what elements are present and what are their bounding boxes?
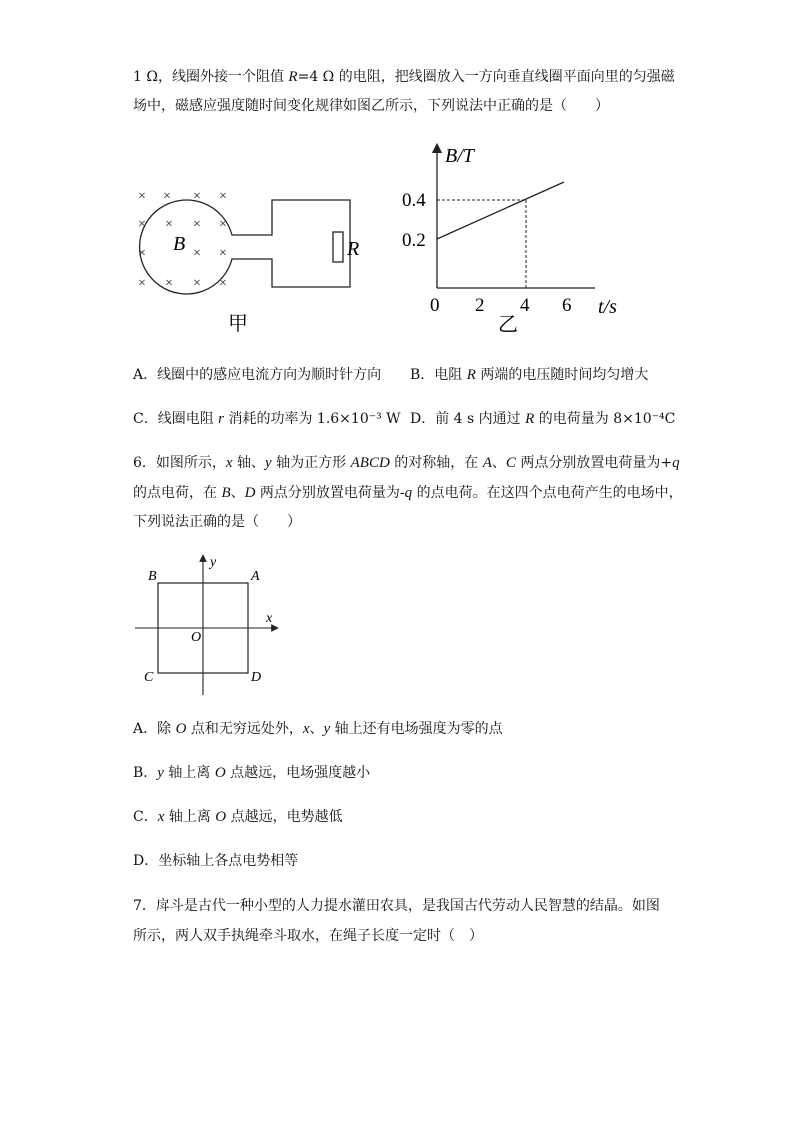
- cross: ×: [165, 217, 173, 232]
- cross: ×: [193, 217, 201, 232]
- text: 1 Ω，线圈外接一个阻值: [133, 69, 289, 85]
- label-b: B: [148, 569, 157, 584]
- q5-option-a: A．线圈中的感应电流方向为顺时针方向: [133, 367, 382, 383]
- var-C: C: [505, 455, 516, 471]
- q6-option-a: [133, 718, 503, 738]
- cross: ×: [138, 246, 146, 261]
- var-q: q: [672, 455, 680, 471]
- line-b-vs-t: [437, 182, 564, 239]
- var-y: y: [157, 765, 164, 781]
- text: 两点分别放置电荷量为-: [255, 485, 405, 501]
- cross: ×: [193, 189, 201, 204]
- text: 的点电荷，在: [133, 485, 222, 501]
- text: 、: [491, 455, 506, 471]
- label-a: A: [251, 569, 260, 584]
- label-y: y: [210, 555, 217, 570]
- var-B: B: [221, 485, 231, 501]
- x-tick-6: 6: [562, 295, 572, 316]
- text: 、: [230, 485, 245, 501]
- text: 点越远，电势越低: [226, 809, 343, 825]
- var-A: A: [482, 455, 492, 471]
- y-axis-label-text: B/T: [445, 145, 474, 167]
- text: 的电荷量为 8×10⁻⁴C: [534, 411, 676, 427]
- text: =4 Ω 的电阻，把线圈放入一方向垂直线圈平面向里的匀强磁: [297, 69, 675, 85]
- cross: ×: [219, 276, 227, 291]
- q7-stem-line-2: 所示，两人双手执绳牵斗取水，在绳子长度一定时（ ）: [133, 928, 483, 944]
- q7-stem-line-1: 7．戽斗是古代一种小型的人力提水灌田农具，是我国古代劳动人民智慧的结晶。如图: [133, 898, 660, 914]
- q5-stem-line-2: 场中，磁感应强度随时间变化规律如图乙所示，下列说法中正确的是（ ）: [133, 98, 609, 114]
- x-axis-label: t/s: [598, 296, 617, 318]
- cross: ×: [193, 276, 201, 291]
- cross: ×: [219, 189, 227, 204]
- text: C．线圈电阻: [133, 411, 219, 427]
- text: 消耗的功率为 1.6×10⁻³ W: [224, 411, 401, 427]
- figure-caption-yi: 乙: [498, 314, 518, 336]
- resistor-symbol: [333, 232, 343, 262]
- q5-stem-line-1: [133, 66, 675, 89]
- coil-b-label: B: [173, 233, 186, 255]
- text: C．: [133, 809, 158, 825]
- text: 两端的电压随时间均匀增大: [475, 367, 649, 383]
- var-D: D: [244, 485, 256, 501]
- text: 轴、: [232, 455, 266, 471]
- text: B．: [133, 765, 158, 781]
- q5-figure-yi: [390, 138, 630, 338]
- var-r: r: [218, 411, 225, 427]
- x-tick-0: 0: [430, 295, 440, 316]
- var-O: O: [214, 765, 226, 781]
- q5-option-b: [410, 364, 648, 384]
- text: 、: [309, 721, 324, 737]
- text: 点和无穷远处外，: [186, 721, 303, 737]
- cross: ×: [165, 276, 173, 291]
- q6-stem-line-3: 下列说法正确的是（ ）: [133, 514, 301, 530]
- var-q: q: [404, 485, 413, 501]
- q6-option-c: [133, 806, 343, 826]
- y-tick-0.2: 0.2: [402, 230, 426, 251]
- var-y: y: [323, 721, 331, 737]
- q6-figure-square: [130, 550, 290, 700]
- text: 轴为正方形: [271, 455, 351, 471]
- cross: ×: [219, 217, 227, 232]
- var-R: R: [466, 367, 476, 383]
- var-abcd: ABCD: [350, 455, 390, 471]
- cross: ×: [138, 189, 146, 204]
- text: 的点电荷。在这四个点电荷产生的电场中，: [412, 485, 683, 501]
- label-d: D: [251, 670, 262, 685]
- x-tick-4: 4: [520, 295, 530, 316]
- q6-stem-line-2: [133, 482, 683, 505]
- var-O: O: [175, 721, 187, 737]
- var-x: x: [302, 721, 310, 737]
- y-tick-0.4: 0.4: [402, 190, 426, 211]
- figure-caption-jia: 甲: [228, 313, 248, 335]
- var-R: R: [525, 411, 535, 427]
- cross: ×: [138, 217, 146, 232]
- q5-option-c: [133, 408, 401, 428]
- cross: ×: [193, 246, 201, 261]
- label-o: O: [191, 630, 202, 645]
- q5-figure-jia: [125, 180, 375, 340]
- text: 两点分别放置电荷量为+: [515, 455, 673, 471]
- text: 轴上还有电场强度为零的点: [330, 721, 503, 737]
- var-R: R: [288, 69, 298, 85]
- text: D．前 4 s 内通过: [410, 411, 526, 427]
- label-c: C: [144, 670, 154, 685]
- text: 点越远，电场强度越小: [225, 765, 371, 781]
- q6-option-b: [133, 762, 370, 782]
- cross: ×: [219, 246, 227, 261]
- text: 的对称轴，在: [389, 455, 483, 471]
- label-x: x: [266, 611, 273, 626]
- q5-option-d: [410, 408, 675, 428]
- text: 轴上离: [163, 765, 215, 781]
- var-O: O: [215, 809, 227, 825]
- text: B．电阻: [410, 367, 467, 383]
- var-x: x: [225, 455, 233, 471]
- cross: ×: [163, 189, 171, 204]
- cross: ×: [138, 276, 146, 291]
- text: 轴上离: [164, 809, 216, 825]
- x-tick-2: 2: [475, 295, 485, 316]
- var-y: y: [265, 455, 272, 471]
- resistor-r-label: R: [347, 238, 360, 260]
- q6-option-d: D．坐标轴上各点电势相等: [133, 853, 299, 869]
- q6-stem-line-1: [133, 452, 680, 475]
- y-axis-label: [445, 145, 476, 167]
- text: 6．如图所示，: [133, 455, 226, 471]
- text: A．除: [133, 721, 176, 737]
- var-x: x: [157, 809, 165, 825]
